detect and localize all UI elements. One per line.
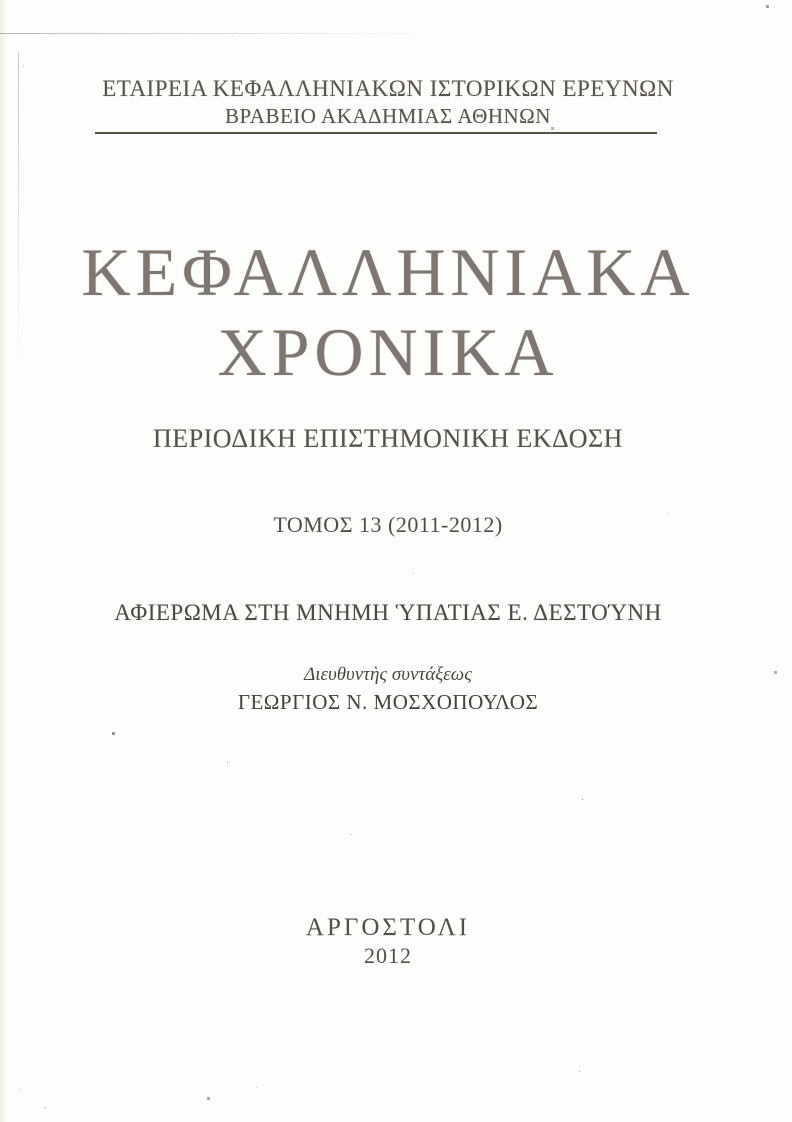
academy-award-line: ΒΡΑΒΕΙΟ ΑΚΑΔΗΜΙΑΣ ΑΘΗΝΩΝ — [225, 104, 551, 128]
society-name: ΕΤΑΙΡΕΙΑ ΚΕΦΑΛΛΗΝΙΑΚΩΝ ΙΣΤΟΡΙΚΩΝ ΕΡΕΥΝΩΝ — [102, 76, 674, 101]
publication-subtitle: ΠΕΡΙΟΔΙΚΗ ΕΠΙΣΤΗΜΟΝΙΚΗ ΕΚΔΟΣΗ — [153, 424, 623, 453]
book-title — [0, 232, 776, 392]
imprint-place: ΑΡΓΟΣΤΟΛΙ — [305, 914, 471, 941]
imprint-year: 2012 — [364, 943, 412, 968]
book-title-line-2: ΧΡΟΝΙΚΑ — [217, 314, 559, 390]
editor-name: ΓΕΩΡΓΙΟΣ Ν. ΜΟΣΧΟΠΟΥΛΟΣ — [237, 690, 539, 714]
editor-role-label: Διευθυντὴς συντάξεως — [304, 664, 472, 685]
dedication-line: ΑΦΙΕΡΩΜΑ ΣΤΗ ΜΝΗΜΗ ὙΠΑΤΙΑΣ Ε. ΔΕΣΤΟΎΝΗ — [114, 600, 662, 625]
scan-noise-specks — [0, 0, 1, 1]
header-rule — [95, 132, 657, 134]
book-title-line-1: ΚΕΦΑΛΛΗΝΙΑΚΑ — [81, 234, 695, 310]
scan-artifact-horizontal-line — [0, 33, 430, 34]
volume-line: ΤΟΜΟΣ 13 (2011-2012) — [273, 512, 503, 537]
